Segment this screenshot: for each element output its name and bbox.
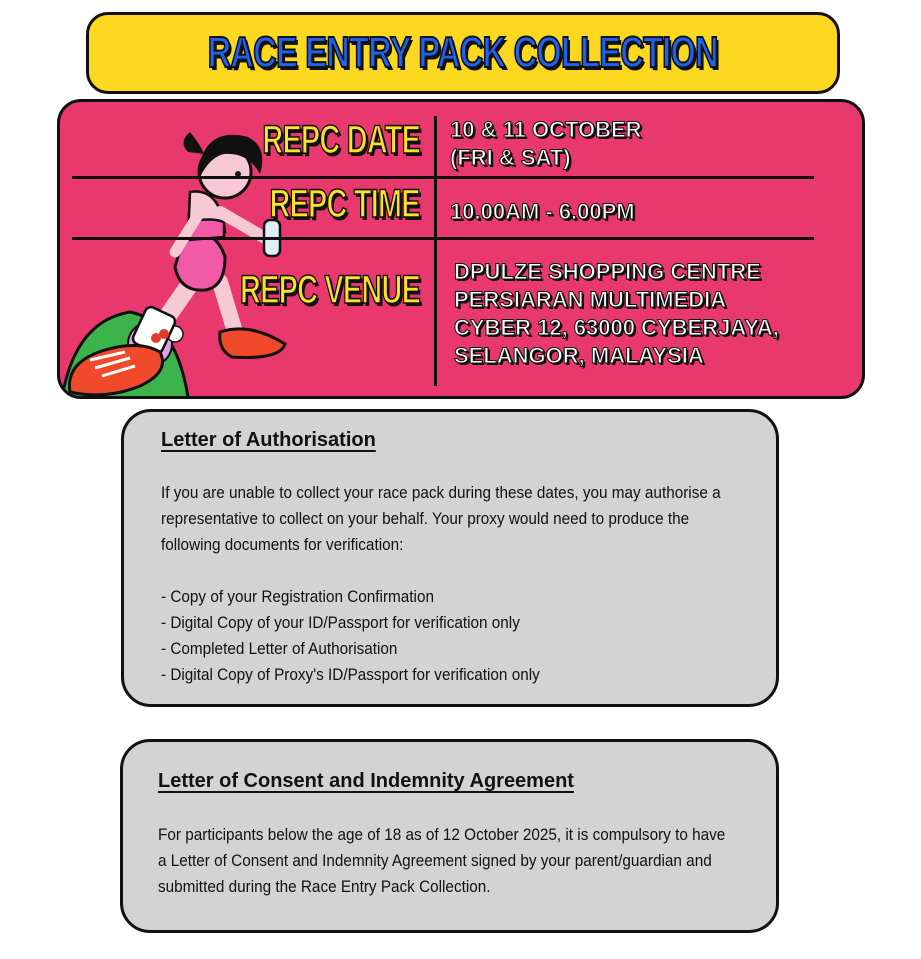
authorisation-body [161,480,721,688]
authorisation-intro-line-3: following documents for verification: [161,535,404,554]
date-line-2: (FRI & SAT) [450,145,571,170]
venue-line-2: PERSIARAN MULTIMEDIA [454,287,727,312]
time-label: REPC TIME [269,182,420,226]
venue-label: REPC VENUE [239,268,420,312]
date-label: REPC DATE [262,118,420,162]
authorisation-heading: Letter of Authorisation [161,429,376,451]
document-item: - Copy of your Registration Confirmation [161,587,434,606]
date-value [450,116,642,172]
row-divider-2 [72,237,814,240]
time-value [450,198,635,226]
document-item: - Completed Letter of Authorisation [161,639,398,658]
column-divider [434,116,437,386]
consent-line-2: a Letter of Consent and Indemnity Agreement signed by your parent/guardian and [158,851,712,870]
time-line-1: 10.00AM - 6.00PM [450,199,635,224]
document-item: - Digital Copy of Proxy's ID/Passport for verification only [161,665,540,684]
title-banner [86,12,840,94]
blank-line [161,558,721,584]
consent-line-3: submitted during the Race Entry Pack Collection. [158,877,491,896]
collection-info-card [57,99,865,399]
row-divider-1 [72,176,814,179]
venue-line-3: CYBER 12, 63000 CYBERJAYA, [454,315,779,340]
document-item: - Digital Copy of your ID/Passport for verification only [161,613,520,632]
consent-body [158,822,725,900]
venue-line-4: SELANGOR, MALAYSIA [454,343,704,368]
authorisation-intro-line-2: representative to collect on your behalf. Your proxy would need to produce the [161,509,690,528]
authorisation-intro-line-1: If you are unable to collect your race pack during these dates, you may authorise a [161,483,721,502]
venue-line-1: DPULZE SHOPPING CENTRE [454,259,761,284]
consent-panel [120,739,779,933]
consent-heading: Letter of Consent and Indemnity Agreement [158,770,574,792]
consent-line-1: For participants below the age of 18 as of 12 October 2025, it is compulsory to have [158,825,726,844]
banner-title: RACE ENTRY PACK COLLECTION [207,28,719,77]
date-line-1: 10 & 11 OCTOBER [450,117,642,142]
venue-value [454,258,779,370]
authorisation-panel [121,409,779,707]
